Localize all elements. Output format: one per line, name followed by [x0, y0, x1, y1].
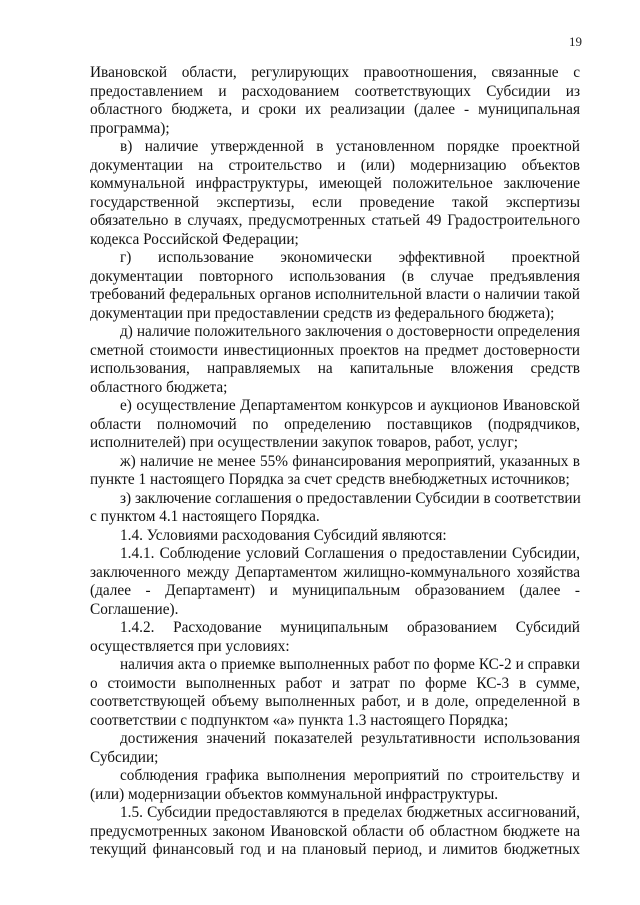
- text-line: е) осуществление Департаментом конкурсов и аукционов Ивановской: [120, 397, 580, 414]
- text-line: достижения значений показателей результативности использования: [120, 730, 580, 747]
- text-line: кодекса Российской Федерации;: [90, 230, 299, 248]
- text-line: использования, направляемых на капитальные вложения средств: [90, 360, 580, 377]
- text-line: требований федеральных органов исполнительной власти о наличии такой: [90, 286, 580, 303]
- text-line: 1.4.1. Соблюдение условий Соглашения о предоставлении Субсидии,: [120, 545, 580, 562]
- text-line: (далее - Департамент) и муниципальным образованием (далее -: [90, 582, 580, 599]
- text-line: документации на строительство и (или) модернизацию объектов: [90, 156, 580, 174]
- text-line: Ивановской области, регулирующих правоотношения, связанные с: [90, 64, 580, 81]
- text-line: предусмотренных законом Ивановской области об областном бюджете на: [90, 822, 580, 840]
- text-line: государственной экспертизы, если проведение такой экспертизы: [90, 193, 580, 211]
- text-line: соблюдения графика выполнения мероприятий по строительству и: [120, 767, 580, 784]
- text-line: Соглашение).: [90, 600, 179, 618]
- text-line: областного бюджета;: [90, 378, 228, 396]
- text-line: областного бюджета, и сроки их реализации (далее - муниципальная: [90, 101, 580, 118]
- text-line: соответствии с подпунктом «а» пункта 1.3 настоящего Порядка;: [90, 711, 509, 729]
- text-line: документации повторного использования (в случае предъявления: [90, 267, 580, 285]
- text-line: Субсидии;: [90, 748, 159, 766]
- text-line: наличия акта о приемке выполненных работ по форме КС-2 и справки: [120, 656, 580, 673]
- text-line: области полномочий по определению поставщиков (подрядчиков,: [90, 415, 580, 433]
- text-line: з) заключение соглашения о предоставлении Субсидии в соответствии: [120, 489, 581, 507]
- text-line: (или) модернизации объектов коммунальной инфраструктуры.: [90, 785, 499, 803]
- text-line: предоставлением и расходованием соответствующих Субсидии из: [90, 82, 580, 100]
- text-line: обязательно в случаях, предусмотренных статьей 49 Градостроительного: [90, 212, 580, 229]
- text-line: г) использование экономически эффективной проектной: [120, 249, 580, 266]
- text-line: ж) наличие не менее 55% финансирования мероприятий, указанных в: [120, 452, 580, 470]
- text-line: 1.4.2. Расходование муниципальным образованием Субсидий: [120, 619, 580, 636]
- document-body: [90, 64, 580, 860]
- text-line: д) наличие положительного заключения о достоверности определения: [120, 323, 580, 340]
- text-line: документации при предоставлении средств из федерального бюджета);: [90, 304, 555, 322]
- text-line: о стоимости выполненных работ и затрат по форме КС-3 в сумме,: [90, 674, 580, 692]
- text-line: в) наличие утвержденной в установленном порядке проектной: [120, 138, 580, 155]
- text-line: текущий финансовый год и на плановый период, и лимитов бюджетных: [90, 841, 580, 858]
- text-line: сметной стоимости инвестиционных проектов на предмет достоверности: [90, 341, 580, 359]
- text-line: 1.4. Условиями расходования Субсидий являются:: [120, 526, 447, 544]
- text-line: программа);: [90, 119, 170, 137]
- page-number: 19: [569, 34, 582, 49]
- text-line: осуществляется при условиях:: [90, 637, 290, 655]
- text-line: коммунальной инфраструктуры, имеющей положительное заключение: [90, 175, 580, 192]
- text-line: 1.5. Субсидии предоставляются в пределах бюджетных ассигнований,: [120, 804, 580, 821]
- text-line: с пунктом 4.1 настоящего Порядка.: [90, 508, 320, 525]
- text-line: исполнителей) при осуществлении закупок товаров, работ, услуг;: [90, 434, 518, 451]
- text-line: пункте 1 настоящего Порядка за счет средств внебюджетных источников;: [90, 471, 570, 488]
- text-line: соответствующей объему выполненных работ, и в доле, определенной в: [90, 693, 580, 710]
- text-line: заключенного между Департаментом жилищно-коммунального хозяйства: [90, 563, 580, 581]
